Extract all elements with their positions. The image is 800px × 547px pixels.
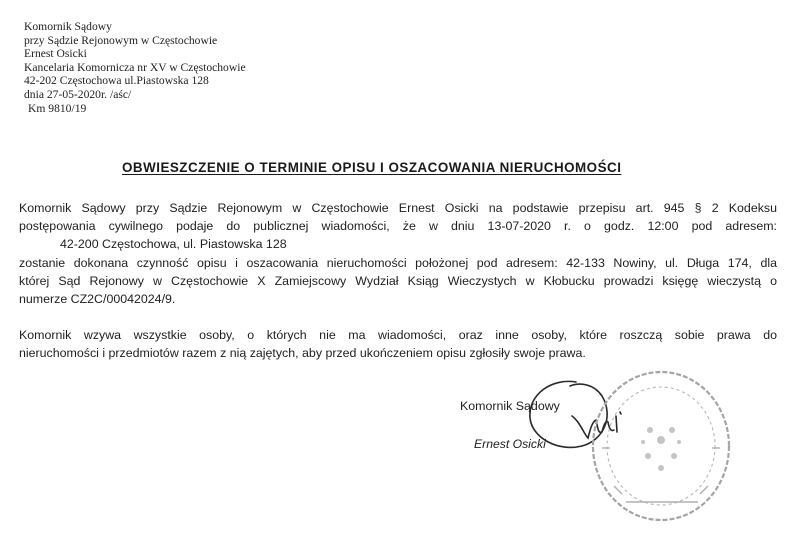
paragraph-line: postępowania cywilnego podaje do publicznej wiadomości, że w dniu 13-07-2020 r. o godz. 12:00 pod adresem:	[19, 219, 777, 234]
document-title: OBWIESZCZENIE O TERMINIE OPISU I OSZACOWANIA NIERUCHOMOŚCI	[122, 160, 622, 175]
official-round-seal-icon	[588, 368, 734, 524]
signatory-name: Ernest Osicki	[474, 437, 546, 451]
header-line-chancellery: Kancelaria Komornicza nr XV w Częstochowie	[24, 60, 246, 74]
signatory-role: Komornik Sądowy	[460, 399, 560, 413]
paragraph-gap	[19, 308, 777, 326]
meeting-address: 42-200 Częstochowa, ul. Piastowska 128	[60, 237, 287, 252]
header-line-address: 42-202 Częstochowa ul.Piastowska 128	[24, 74, 209, 88]
header-line-court: przy Sądzie Rejonowym w Częstochowie	[24, 33, 218, 47]
paragraph-line: zostanie dokonana czynność opisu i oszacowania nieruchomości położonej pod adresem: 42-133 Nowiny, ul. Długa 174, dla	[19, 255, 777, 270]
paragraph-line: Komornik Sądowy przy Sądzie Rejonowym w Częstochowie Ernest Osicki na podstawie przepisu art. 945 § 2 Kodeksu	[19, 201, 777, 215]
bailiff-header	[24, 20, 246, 115]
header-line-date: dnia 27-05-2020r. /aśc/	[24, 87, 132, 101]
paragraph-summons	[19, 326, 777, 362]
header-line-office: Komornik Sądowy	[24, 20, 112, 33]
document-body	[19, 199, 777, 363]
header-line-name: Ernest Osicki	[24, 47, 87, 61]
paragraph-line: Komornik wzywa wszystkie osoby, o których nie ma wiadomości, oraz inne osoby, które roszczą sobie prawa do	[19, 328, 777, 343]
paragraph-notice	[19, 199, 777, 308]
paragraph-line: nieruchomości i przedmiotów razem z nią zajętych, aby przed ukończeniem opisu zgłosiły swoje prawa.	[19, 346, 586, 361]
land-register-number: numerze CZ2C/00042024/9.	[19, 291, 176, 306]
header-line-case-number: Km 9810/19	[28, 101, 87, 115]
paragraph-line: której Sąd Rejonowy w Częstochowie X Zamiejscowy Wydział Ksiąg Wieczystych w Kłobucku prowadzi księgę wieczystą o	[19, 273, 777, 288]
